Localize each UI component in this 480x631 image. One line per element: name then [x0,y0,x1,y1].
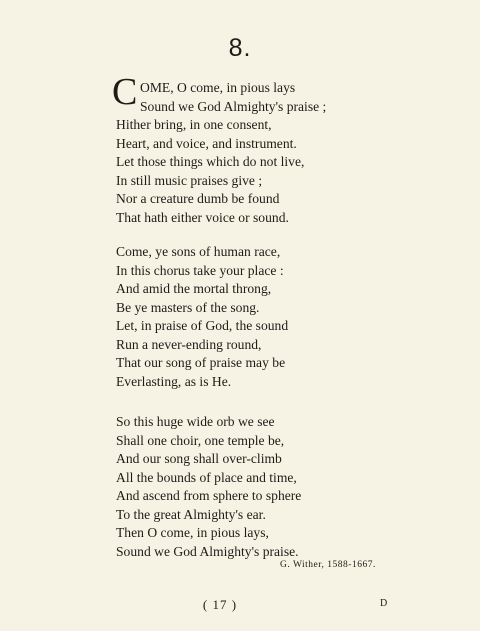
poem-number: 8. [228,34,252,62]
attribution: G. Wither, 1588-1667. [280,560,376,570]
verse-line: Then O come, in pious lays, [116,525,269,540]
verse-line: And amid the mortal throng, [116,281,272,296]
signature-mark: D [380,598,388,609]
verse-line: Run a never-ending round, [116,336,262,352]
verse-line: That our song of praise may be [116,355,286,370]
verse-line: And ascend from sphere to sphere [116,488,302,503]
verse-line: Come, ye sons of human race, [116,244,281,259]
verse-line: Heart, and voice, and instrument. [116,135,297,151]
verse-line: Sound we God Almighty's praise. [116,543,299,559]
verse-line: Be ye masters of the song. [116,299,260,315]
verse-line: And our song shall over-climb [116,451,282,466]
verse-line: Sound we God Almighty's praise ; [140,98,327,114]
stanza-3 [116,413,301,561]
verse-line: Let those things which do not live, [116,154,305,169]
verse-line: So this huge wide orb we see [116,414,275,429]
verse-line: In still music praises give ; [116,172,263,188]
verse-line: OME, O come, in pious lays [140,80,296,95]
verse-line: Everlasting, as is He. [116,373,232,389]
verse-line: That hath either voice or sound. [116,209,289,225]
verse-line: In this chorus take your place : [116,262,284,278]
stanza-1 [112,71,327,227]
verse-line: To the great Almighty's ear. [116,506,266,522]
verse-line: Let, in praise of God, the sound [116,318,289,333]
page-number: ( 17 ) [202,597,238,612]
stanza-2 [116,243,288,391]
verse-line: Shall one choir, one temple be, [116,432,285,448]
verse-line: Nor a creature dumb be found [116,191,280,206]
drop-cap: C [112,71,138,113]
verse-line: All the bounds of place and time, [116,469,297,485]
verse-line: Hither bring, in one consent, [116,117,272,132]
